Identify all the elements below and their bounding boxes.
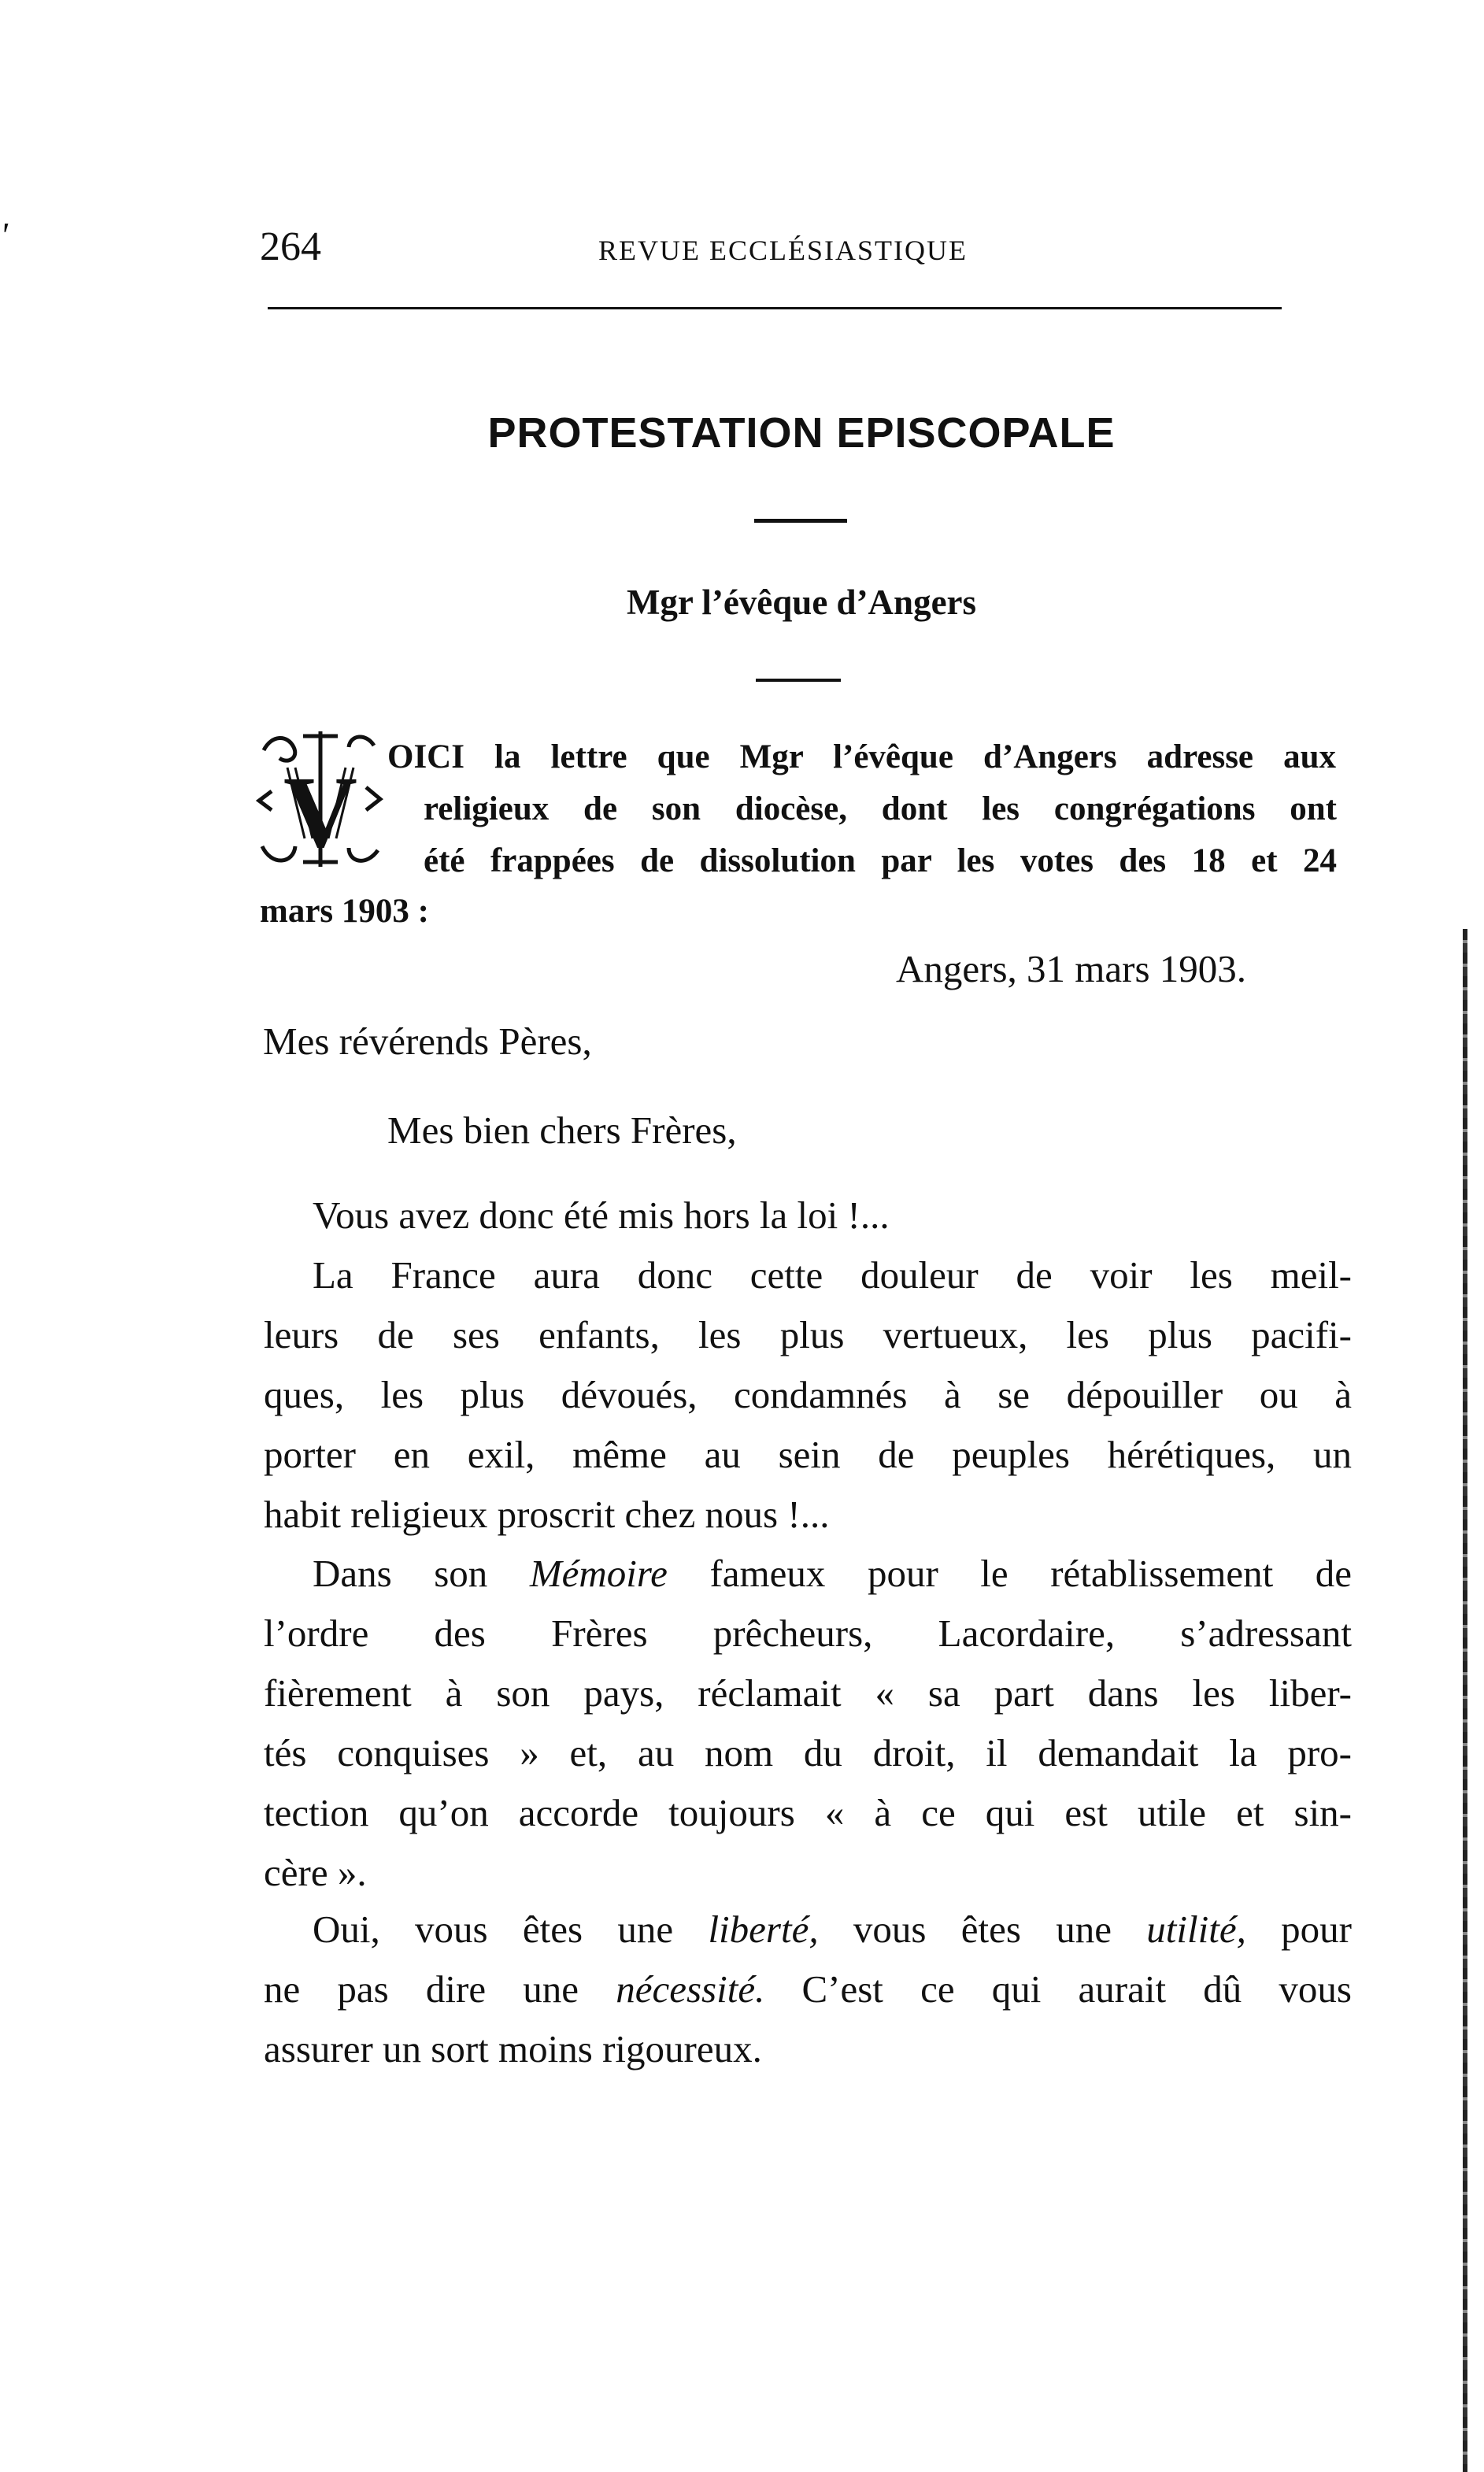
paragraph-line	[264, 1549, 1352, 1609]
salutation: Mes révérends Pères,	[263, 1020, 592, 1063]
margin-mark: '	[0, 215, 8, 255]
text-run: fièrement à son pays, réclamait « sa part dans les liber-	[264, 1671, 1352, 1715]
paragraph-line	[264, 1789, 1352, 1848]
text-run: Oui, vous êtes une	[313, 1908, 709, 1951]
running-head: REVUE ECCLÉSIASTIQUE	[598, 235, 968, 266]
paragraph-line	[264, 1905, 1352, 1965]
paragraph-line: La France aura donc cette douleur de voir les meil-	[313, 1253, 1352, 1297]
paragraph-line	[264, 1609, 1352, 1669]
italic-text: utilité,	[1146, 1908, 1246, 1951]
text-run: ne pas dire une	[264, 1967, 616, 2011]
text-run: pour	[1245, 1908, 1352, 1951]
intro-line: été frappées de dissolution par les votes des 18 et 24	[424, 842, 1337, 879]
paragraph-line: habit religieux proscrit chez nous !...	[264, 1493, 830, 1536]
text-run: fameux pour le rétablissement de	[667, 1552, 1353, 1595]
salutation: Mes bien chers Frères,	[387, 1108, 737, 1152]
paragraph-line: leurs de ses enfants, les plus vertueux, les plus pacifi-	[264, 1313, 1352, 1356]
italic-text: nécessité.	[616, 1967, 765, 2011]
article-subtitle: Mgr l’évêque d’Angers	[626, 583, 977, 622]
svg-text:V: V	[283, 756, 357, 869]
intro-line: religieux de son diocèse, dont les congrégations ont	[424, 790, 1337, 827]
header-rule	[268, 307, 1282, 309]
paragraph-line: ques, les plus dévoués, condamnés à se dépouiller ou à	[264, 1373, 1352, 1416]
paragraph-line	[264, 1669, 1352, 1729]
italic-text: Mémoire	[529, 1552, 668, 1595]
ornamental-dropcap	[256, 728, 386, 870]
paragraph	[264, 1905, 1352, 2085]
title-rule	[754, 519, 847, 523]
paragraph-line	[264, 1848, 1352, 1908]
text-run: tés conquises » et, au nom du droit, il demandait la pro-	[264, 1731, 1352, 1774]
dropcap-ornament-icon	[256, 728, 386, 870]
text-run: C’est ce qui aurait dû vous	[764, 1967, 1353, 2011]
text-run: cère ».	[264, 1851, 367, 1894]
paragraph	[264, 1251, 1352, 1550]
italic-text: liberté,	[708, 1908, 819, 1951]
page-number: 264	[260, 224, 321, 269]
dateline: Angers, 31 mars 1903.	[896, 947, 1247, 990]
text-run: tection qu’on accorde toujours « à ce qui est utile et sin-	[264, 1791, 1352, 1834]
paragraph-line	[264, 2025, 1352, 2085]
intro-line: mars 1903 :	[260, 893, 429, 930]
intro-line: OICI la lettre que Mgr l’évêque d’Angers adresse aux	[387, 738, 1336, 775]
paragraph	[264, 1549, 1352, 1908]
paragraph-line: Vous avez donc été mis hors la loi !...	[313, 1193, 890, 1237]
paragraph-line	[264, 1965, 1352, 2025]
page-edge-border	[1463, 929, 1467, 2472]
text-run: assurer un sort moins rigoureux.	[264, 2027, 762, 2070]
article-title: PROTESTATION EPISCOPALE	[487, 409, 1116, 457]
text-run: vous êtes une	[818, 1908, 1147, 1951]
paragraph-line: porter en exil, même au sein de peuples hérétiques, un	[264, 1433, 1352, 1476]
paragraph-line	[264, 1729, 1352, 1789]
subtitle-rule	[756, 679, 841, 682]
paragraph	[264, 1191, 1352, 1251]
text-run: Dans son	[313, 1552, 530, 1595]
text-run: l’ordre des Frères prêcheurs, Lacordaire, s’adressant	[264, 1612, 1352, 1655]
